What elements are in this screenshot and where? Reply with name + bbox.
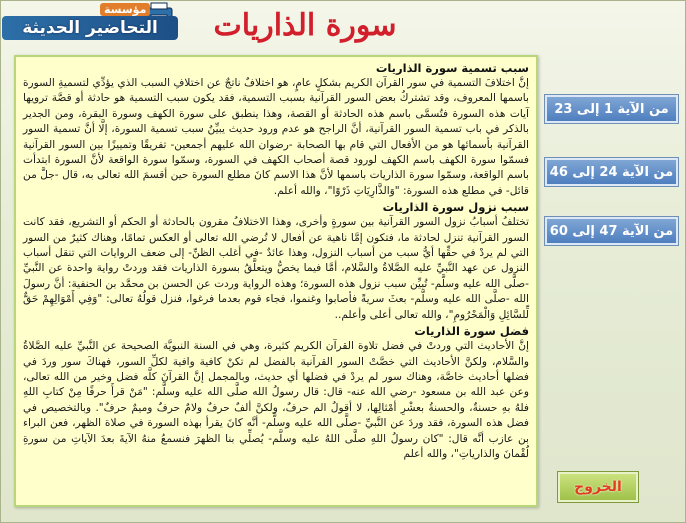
section-body: إنَّ الأحاديث التي وردتْ في فضل تلاوة القرآن الكريم كثيرة، وهي في السنة النبويَّة الصحيحة عن النَّبيِّ عليه الصَّلاةُ والسَّلام، ولكنَّ الأحاديث التي خصَّتْ السور القرآنية بالفضل لم تكنْ كافية وافية لكلِّ السور، فهناكَ سور وردَ في فضلها أحاديث خاصَّة، وهناك سور لم يردْ في فضلها أي حديث، وبالمجمل إنَّ القرآنَ كلَّه فضل وخير من الله تعالى، وعن عبد الله بن مسعود -رضي الله عنه- قال: قال رسولُ الله صلَّى الله عليه وسلَّم: "مَنْ قرأَ حرفًا مِنْ كتابِ اللهِ فلهُ بهِ حسنةٌ، والحسنةُ بعشْرِ أمْثالِها، لا أقولُ الم حرفٌ، ولكنَّ ألفٌ حرفٌ ولامٌ حرفٌ وميمٌ حرفٌ". وبالتخصيص في فضل هذه السورة، فقد وردَ عن النَّبيِّ -صلَّى الله عليه وسلَّم- أنَّه كانَ يقرأ بهذه السورة في صلاة الظهر، فعن البراء بن عازب أنَّه قال: "كان رسولُ اللهِ صلَّى اللهُ عليه وسلَّم- يُصلِّي بنا الظهرَ فنسمعُ منهُ الآيةَ بعدَ الآياتِ من سورةِ لُقْمانَ والذارياتِ"، والله أعلم: [23, 340, 529, 460]
section-body: تختلفُ أسبابُ نزول السور القرآنية بين سورةٍ وأخرى، وهذا الاختلافُ مقرون بالحادثة أو الحكم أو التشريع، فقد كانت السور القرآنية تنزل لحادثة ما، فتكون إمَّا ناهية عن أفعال لا تُرضي الله تعالى أو العكس تمامًا، وهناك كثيرٌ من السور التي لم يردْ في حقِّها أيُّ سبب من أسباب النزول، وهذا عائدٌ -في أغلب الظنِّ- إلى ضعف الروايات التي تنقل أسباب النزول عن عهد النَّبيِّ عليه الصَّلاةُ والسَّلام، أمَّا فيما يخصُّ ويتعلَّقُ بسورة الذاريات فقد وردتْ رواية واحدة عن النَّبيِّ -صلَّى الله عليه وسلَّم- تُبيِّن سبب نزول هذه السورة؛ وهذه الرواية وردت عن الحسن بن محمَّد بن الحنفية: أنَّ رسولَ الله -صلَّى الله عليه وسلَّم- بعثَ سريةً فأصابوا وغنموا، فجاء قوم بعدما فرغوا، فنزل قولُهُ تعالى: "وَفِي أَمْوَالِهِمْ حَقٌّ لِّلسَّائِلِ وَالْمَحْرُومِ"، والله تعالى أعلى وأعلم..: [23, 216, 529, 321]
verses-47-60-button[interactable]: من الآية 47 إلى 60: [545, 217, 678, 245]
logo: [2, 2, 180, 42]
section-heading: سبب نزول سورة الذاريات: [382, 200, 529, 215]
content-panel: [14, 55, 538, 507]
page-title: سورة الذاريات: [213, 8, 397, 43]
section-heading: فضل سورة الذاريات: [414, 324, 529, 339]
logo-main-text: التحاضير الحديثة: [2, 16, 178, 40]
section-heading: سبب تسمية سورة الذاريات: [375, 61, 529, 75]
verses-24-46-button[interactable]: من الآية 24 إلى 46: [545, 158, 678, 186]
verses-1-23-button[interactable]: من الآية 1 إلى 23: [545, 95, 678, 123]
section-naming: [23, 61, 529, 199]
section-revelation: [23, 200, 529, 323]
section-virtue: [23, 324, 529, 462]
exit-button[interactable]: الخروج: [558, 472, 638, 502]
section-body: إنَّ اختلافَ التسمية في سور القرآن الكريم بشكلٍ عامٍ، هو اختلافٌ ناتجٌ عن اختلافِ السبب الذي يؤدِّي لتسميةِ السورة باسمها المعروف، وقد تشتركُ بعض السور القرآنية بسبب التسمية، فقد يكون سبب التسمية هو حادثة أو قصَّة ترويها آيات هذه السورة فتُسمَّى باسم هذه الحادثة أو القصة، وهذا ينطبق على سورة الكهف وسورة البقرة، ومن الجدير بالذكر في باب تسمية السور القرآنية، أنَّ الراجح هو عدم ورود حديث يبيِّنُ سبب تسمية السورة، إلَّا أنَّ تسمية السور القرآنية بأسمائها هو من الأفعال التي قام بها الصحابة -رضوان الله عليهم أجمعين- تفريقًا وتمييزًا بين السور القرآنية فسمّوا سورة الكهف باسم الكهف لورود قصة أصحاب الكهف في السورة، وسمّوا سورة الواقعة لأنَّ السورة ابتدأت باسم الواقعة، وسمّوا سورة الذاريات باسمها لأنَّ هذا الاسم كانَ مطلع السورة حين أقسمَ الله تعالى به، قال -جلَّ من قائل- في مطلع هذه السورة: "وَالذَّارِيَاتِ ذَرْوًا"، والله أعلم.: [23, 77, 529, 197]
logo-top-text: مؤسسة: [100, 3, 150, 16]
